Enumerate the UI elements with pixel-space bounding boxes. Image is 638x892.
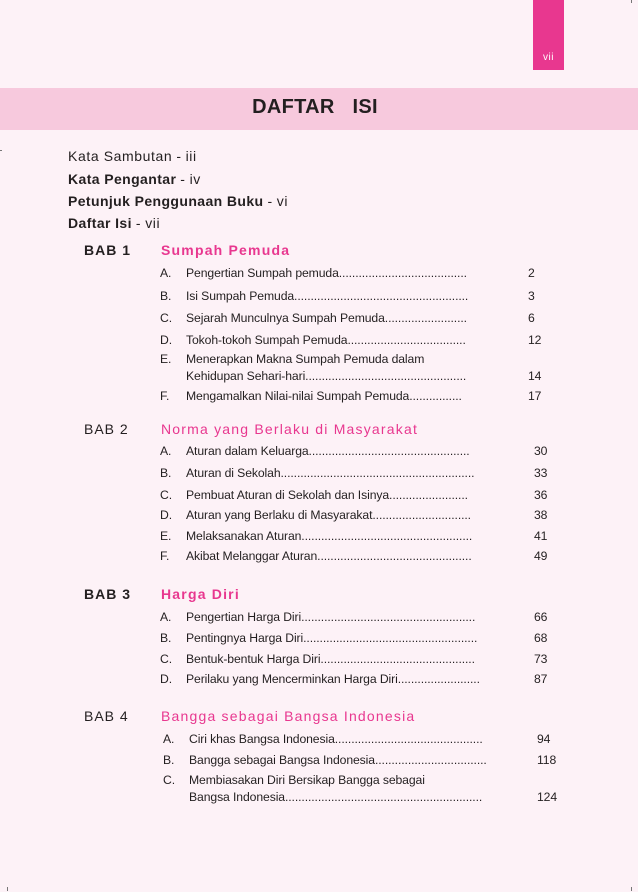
crop-mark-bottom-left [7,887,8,891]
chapter-number: BAB 4 [84,708,129,724]
entry-letter: E. [160,352,172,366]
front-matter-kata-sambutan[interactable]: Kata Sambutan - iii [68,148,197,164]
entry-letter: A. [160,266,172,280]
chapter-title[interactable]: Norma yang Berlaku di Masyarakat [161,421,419,437]
front-matter-daftar-isi[interactable]: Daftar Isi - vii [68,215,161,231]
entry-text: Membiasakan Diri Bersikap Bangga sebagai [189,773,425,787]
entry-text: Isi Sumpah Pemuda..................................................... [186,289,469,303]
entry-page: 38 [534,508,548,522]
front-matter-label: Kata Pengantar [68,171,177,187]
entry-page: 73 [534,652,548,666]
entry-page: 33 [534,466,548,480]
entry-letter: D. [160,508,172,522]
entry-text: Mengamalkan Nilai-nilai Sumpah Pemuda................ [186,389,462,403]
entry-text: Pembuat Aturan di Sekolah dan Isinya........................ [186,488,468,502]
entry-page: 14 [528,369,542,383]
entry-text: Pentingnya Harga Diri..................................................... [186,631,478,645]
entry-letter: C. [163,773,175,787]
entry-letter: D. [160,333,172,347]
entry-page: 30 [534,444,548,458]
entry-page: 68 [534,631,548,645]
front-matter-label: Daftar Isi [68,215,132,231]
page-number: vii [543,52,554,63]
entry-letter: B. [160,466,172,480]
front-matter-page: iv [189,171,201,187]
entry-text: Bangga sebagai Bangsa Indonesia.................................. [189,753,487,767]
front-matter-label: Petunjuk Penggunaan Buku [68,193,264,209]
entry-letter: F. [160,549,170,563]
chapter-number: BAB 1 [84,242,132,258]
entry-letter: A. [160,610,172,624]
chapter-number: BAB 3 [84,586,132,602]
entry-page: 41 [534,529,548,543]
entry-page: 66 [534,610,548,624]
entry-text: Sejarah Munculnya Sumpah Pemuda......................... [186,311,467,325]
entry-text: Aturan dalam Keluarga................................................. [186,444,470,458]
entry-letter: E. [160,529,172,543]
entry-page: 2 [528,266,535,280]
entry-text: Tokoh-tokoh Sumpah Pemuda.................................... [186,333,466,347]
entry-text: Kehidupan Sehari-hari................................................. [186,369,467,383]
entry-letter: B. [163,753,175,767]
entry-page: 49 [534,549,548,563]
entry-page: 6 [528,311,535,325]
front-matter-page: vii [145,215,161,231]
entry-page: 124 [537,790,558,804]
page-number-tab [533,0,564,70]
entry-letter: C. [160,311,172,325]
chapter-title[interactable]: Bangga sebagai Bangsa Indonesia [161,708,416,724]
entry-text: Menerapkan Makna Sumpah Pemuda dalam [186,352,425,366]
entry-text: Aturan yang Berlaku di Masyarakat.............................. [186,508,471,522]
crop-mark-left [0,150,2,151]
entry-page: 118 [537,753,557,767]
entry-letter: D. [160,672,172,686]
entry-page: 12 [528,333,542,347]
chapter-title[interactable]: Sumpah Pemuda [161,242,291,258]
front-matter-petunjuk[interactable]: Petunjuk Penggunaan Buku - vi [68,193,289,209]
entry-letter: C. [160,652,172,666]
entry-text: Pengertian Harga Diri..................................................... [186,610,476,624]
entry-page: 87 [534,672,548,686]
crop-mark-bottom-right [631,887,632,891]
chapter-number: BAB 2 [84,421,129,437]
entry-text: Aturan di Sekolah........................................................... [186,466,475,480]
entry-text: Ciri khas Bangsa Indonesia............................................. [189,732,483,746]
front-matter-page: iii [185,148,197,164]
entry-letter: A. [163,732,175,746]
crop-mark-top [631,0,632,3]
page-title: DAFTAR ISI [252,96,378,118]
entry-text: Bentuk-bentuk Harga Diri............................................... [186,652,475,666]
entry-letter: B. [160,289,172,303]
entry-text: Bangsa Indonesia............................................................ [189,790,483,804]
entry-page: 36 [534,488,548,502]
entry-page: 94 [537,732,551,746]
entry-page: 17 [528,389,542,403]
entry-text: Akibat Melanggar Aturan............................................... [186,549,472,563]
entry-letter: C. [160,488,172,502]
entry-letter: B. [160,631,172,645]
chapter-title[interactable]: Harga Diri [161,586,240,602]
front-matter-label: Kata Sambutan [68,148,173,164]
entry-text: Perilaku yang Mencerminkan Harga Diri......................... [186,672,480,686]
entry-page: 3 [528,289,535,303]
entry-letter: A. [160,444,172,458]
entry-text: Melaksanakan Aturan.................................................... [186,529,473,543]
front-matter-kata-pengantar[interactable]: Kata Pengantar - iv [68,171,201,187]
front-matter-page: vi [276,193,289,209]
entry-text: Pengertian Sumpah pemuda....................................... [186,266,467,280]
entry-letter: F. [160,389,170,403]
